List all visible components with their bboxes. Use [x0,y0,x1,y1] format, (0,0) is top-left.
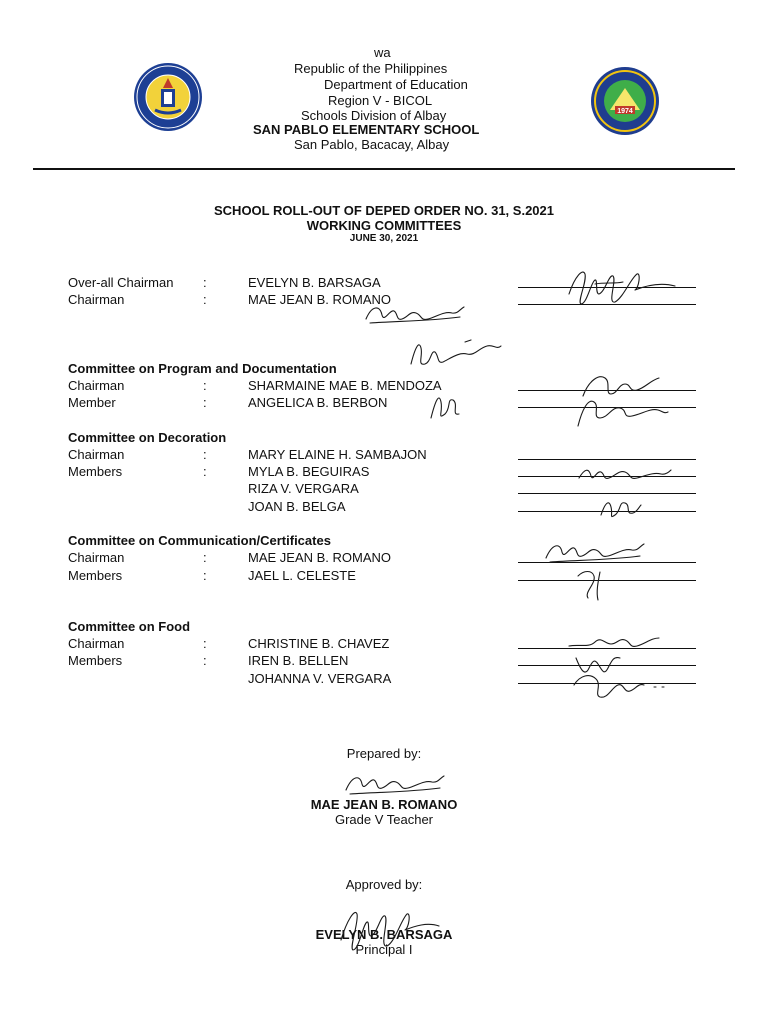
header-school-name: SAN PABLO ELEMENTARY SCHOOL [253,122,480,137]
prepared-by-position: Grade V Teacher [334,812,434,827]
signature-beguiras [575,460,675,486]
row-role: Member [68,395,116,410]
row-role: Chairman [68,447,125,462]
row-role: Chairman [68,550,125,565]
signature-mae-jean-top [360,299,470,329]
row-colon: : [203,275,207,290]
prepared-by-label: Prepared by: [346,746,422,761]
row-colon: : [203,550,207,565]
signature-vergara [568,665,678,705]
row-name: JOHANNA V. VERGARA [248,671,392,686]
signature-romano-prepared [340,768,450,798]
approved-by-position: Principal I [355,942,413,957]
row-role: Chairman [68,378,125,393]
row-role: Chairman [68,292,125,307]
row-colon: : [203,653,207,668]
header-top-mark: wa [374,45,391,60]
row-name: IREN B. BELLEN [248,653,349,668]
row-role: Chairman [68,636,125,651]
signature-sambajon-top [405,334,505,370]
approved-by-label: Approved by: [345,877,423,892]
header-region: Region V - BICOL [328,93,433,108]
row-name: MAE JEAN B. ROMANO [248,550,392,565]
row-name: SHARMAINE MAE B. MENDOZA [248,378,442,393]
row-role: Over-all Chairman [68,275,174,290]
school-seal-year: 1974 [617,108,633,115]
row-name: ANGELICA B. BERBON [248,395,388,410]
signature-belga [595,493,645,521]
row-colon: : [203,292,207,307]
row-colon: : [203,636,207,651]
row-colon: : [203,568,207,583]
header-division: Schools Division of Albay [301,108,447,123]
signature-barsaga-approved [335,900,445,960]
row-colon: : [203,395,207,410]
prepared-by-name: MAE JEAN B. ROMANO [310,797,458,812]
row-name: MAE JEAN B. ROMANO [248,292,392,307]
signature-berbon [572,392,672,432]
committee-heading: Committee on Food [68,619,191,634]
header-divider [33,168,735,170]
row-colon: : [203,464,207,479]
signature-berbon-initial [425,388,465,424]
row-name: EVELYN B. BARSAGA [248,275,381,290]
row-colon: : [203,447,207,462]
signature-evelyn [565,264,695,312]
committee-heading: Committee on Program and Documentation [68,361,337,376]
row-colon: : [203,378,207,393]
header-address: San Pablo, Bacacay, Albay [294,137,450,152]
row-role: Members [68,568,123,583]
row-name: MARY ELAINE H. SAMBAJON [248,447,427,462]
document-date: JUNE 30, 2021 [349,233,419,244]
approved-by-name: EVELYN B. BARSAGA [315,927,453,942]
document-subtitle: WORKING COMMITTEES [306,218,462,233]
header-department: Department of Education [324,77,468,92]
deped-seal [133,62,203,132]
row-name: JAEL L. CELESTE [248,568,356,583]
school-seal [590,66,660,136]
row-name: CHRISTINE B. CHAVEZ [248,636,390,651]
document-title: SCHOOL ROLL-OUT OF DEPED ORDER NO. 31, S.2021 [214,203,554,218]
row-role: Members [68,653,123,668]
row-role: Members [68,464,123,479]
row-name: MYLA B. BEGUIRAS [248,464,370,479]
header-country: Republic of the Philippines [294,61,448,76]
committee-heading: Committee on Decoration [68,430,227,445]
signature-celeste [570,562,620,602]
committee-heading: Committee on Communication/Certificates [68,533,331,548]
row-name: JOAN B. BELGA [248,499,346,514]
row-name: RIZA V. VERGARA [248,481,359,496]
